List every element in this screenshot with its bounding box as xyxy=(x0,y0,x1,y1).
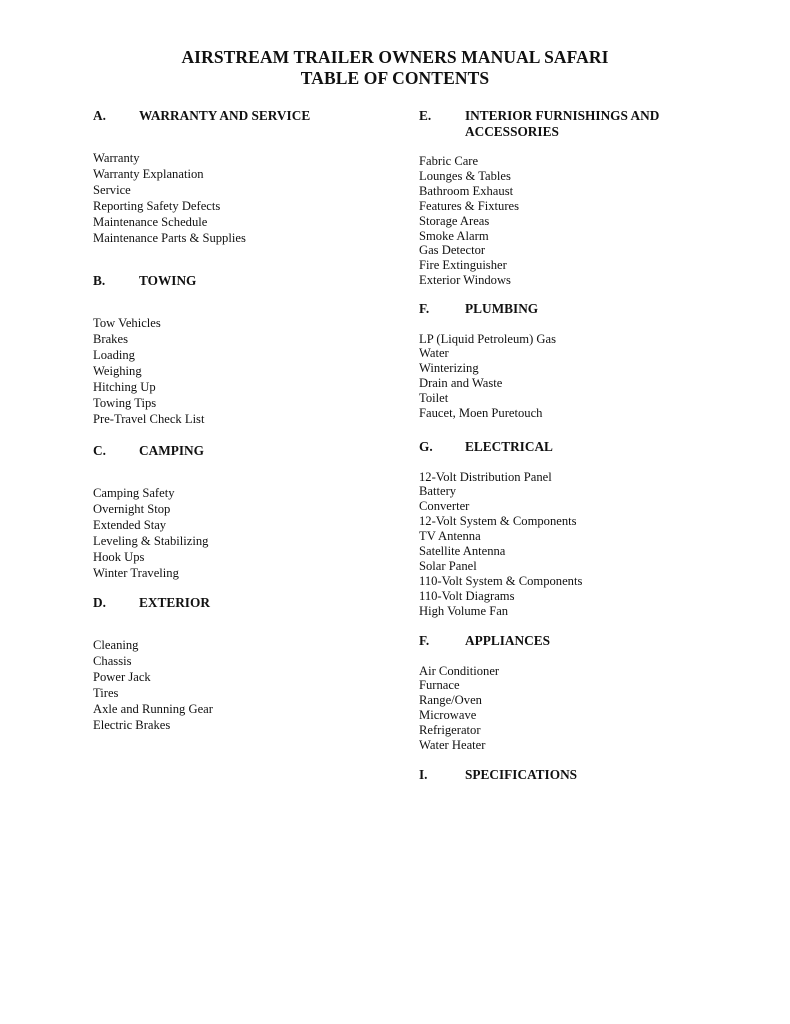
toc-item: Faucet, Moen Puretouch xyxy=(419,406,543,421)
section-title: TOWING xyxy=(139,273,197,288)
toc-item: Range/Oven xyxy=(419,693,482,708)
section-b-l1 xyxy=(93,273,393,427)
section-heading xyxy=(93,273,393,289)
section-f-r1 xyxy=(419,301,749,421)
toc-item: Microwave xyxy=(419,708,477,723)
section-letter: E. xyxy=(419,108,432,123)
section-title: EXTERIOR xyxy=(139,595,210,610)
toc-item: Satellite Antenna xyxy=(419,544,506,559)
toc-item: Toilet xyxy=(419,391,449,406)
section-heading xyxy=(419,439,749,455)
section-item-list xyxy=(419,470,749,619)
toc-item: Axle and Running Gear xyxy=(93,701,213,716)
section-heading xyxy=(419,301,749,317)
section-heading xyxy=(419,108,749,139)
section-letter: A. xyxy=(93,108,106,123)
toc-item: 110-Volt Diagrams xyxy=(419,588,515,603)
toc-item: Furnace xyxy=(419,678,460,693)
toc-item: Hitching Up xyxy=(93,379,156,394)
toc-item: Air Conditioner xyxy=(419,663,500,678)
toc-item: Winter Traveling xyxy=(93,565,179,580)
toc-item: Lounges & Tables xyxy=(419,168,511,183)
section-letter: I. xyxy=(419,767,428,782)
toc-item: Reporting Safety Defects xyxy=(93,198,221,213)
toc-item: Refrigerator xyxy=(419,723,481,738)
toc-item: Bathroom Exhaust xyxy=(419,183,514,198)
section-letter: G. xyxy=(419,439,433,454)
toc-item: Electric Brakes xyxy=(93,717,171,732)
section-item-list xyxy=(93,315,393,427)
section-g-r2 xyxy=(419,439,749,619)
toc-item: Pre-Travel Check List xyxy=(93,411,205,426)
toc-item: Service xyxy=(93,182,131,197)
toc-item: Maintenance Schedule xyxy=(93,214,208,229)
section-title: APPLIANCES xyxy=(465,633,550,648)
toc-item: Extended Stay xyxy=(93,517,167,532)
section-f-r3 xyxy=(419,633,749,753)
toc-item: High Volume Fan xyxy=(419,603,509,618)
toc-item: Leveling & Stabilizing xyxy=(93,533,209,548)
toc-item: Brakes xyxy=(93,331,128,346)
section-title: INTERIOR FURNISHINGS AND ACCESSORIES xyxy=(465,108,660,139)
toc-item: Tires xyxy=(93,685,119,700)
section-heading xyxy=(419,633,749,649)
toc-item: Warranty xyxy=(93,150,140,165)
toc-item: Winterizing xyxy=(419,361,479,376)
section-d-l3 xyxy=(93,595,393,733)
section-letter: F. xyxy=(419,633,430,648)
section-item-list xyxy=(419,664,749,753)
toc-item: Smoke Alarm xyxy=(419,228,489,243)
toc-item: 110-Volt System & Components xyxy=(419,573,583,588)
section-i-r4 xyxy=(419,767,749,783)
toc-item: Cleaning xyxy=(93,637,139,652)
section-letter: B. xyxy=(93,273,106,288)
toc-item: Water Heater xyxy=(419,738,486,753)
toc-item: Solar Panel xyxy=(419,558,477,573)
toc-item: Drain and Waste xyxy=(419,376,503,391)
section-item-list xyxy=(419,154,749,288)
toc-item: Converter xyxy=(419,499,470,514)
toc-item: Overnight Stop xyxy=(93,501,171,516)
section-title: ELECTRICAL xyxy=(465,439,553,454)
toc-item: Exterior Windows xyxy=(419,273,511,288)
toc-item: 12-Volt Distribution Panel xyxy=(419,469,552,484)
section-item-list xyxy=(93,150,393,246)
toc-item: Gas Detector xyxy=(419,243,486,258)
title-line-1: AIRSTREAM TRAILER OWNERS MANUAL SAFARI xyxy=(181,47,609,67)
toc-item: LP (Liquid Petroleum) Gas xyxy=(419,331,556,346)
section-item-list xyxy=(93,485,393,581)
toc-item: Towing Tips xyxy=(93,395,157,410)
toc-item: Battery xyxy=(419,484,457,499)
toc-item: Power Jack xyxy=(93,669,151,684)
toc-item: Loading xyxy=(93,347,135,362)
toc-item: Fire Extinguisher xyxy=(419,258,507,273)
section-title: WARRANTY AND SERVICE xyxy=(139,108,311,123)
section-letter: F. xyxy=(419,301,430,316)
section-heading xyxy=(93,443,393,459)
toc-item: Tow Vehicles xyxy=(93,315,161,330)
section-letter: D. xyxy=(93,595,106,610)
toc-item: TV Antenna xyxy=(419,529,481,544)
toc-item: Hook Ups xyxy=(93,549,145,564)
toc-item: Camping Safety xyxy=(93,485,175,500)
section-title: CAMPING xyxy=(139,443,204,458)
section-c-l2 xyxy=(93,443,393,581)
toc-item: Weighing xyxy=(93,363,142,378)
toc-item: Fabric Care xyxy=(419,154,479,168)
section-title: SPECIFICATIONS xyxy=(465,767,578,782)
toc-item: Maintenance Parts & Supplies xyxy=(93,230,246,245)
toc-item: Storage Areas xyxy=(419,213,490,228)
toc-item: Features & Fixtures xyxy=(419,198,520,213)
section-heading xyxy=(93,108,393,124)
section-item-list xyxy=(93,637,393,733)
section-heading xyxy=(419,767,749,783)
toc-item: Chassis xyxy=(93,653,132,668)
toc-item: Warranty Explanation xyxy=(93,166,204,181)
section-heading xyxy=(93,595,393,611)
document-title xyxy=(0,47,790,89)
title-line-2: TABLE OF CONTENTS xyxy=(300,68,490,88)
section-item-list xyxy=(419,332,749,421)
section-title: PLUMBING xyxy=(465,301,539,316)
toc-item: Water xyxy=(419,346,449,361)
section-a-l0 xyxy=(93,108,393,246)
toc-item: 12-Volt System & Components xyxy=(419,514,577,529)
section-e-r0 xyxy=(419,108,749,288)
section-letter: C. xyxy=(93,443,106,458)
